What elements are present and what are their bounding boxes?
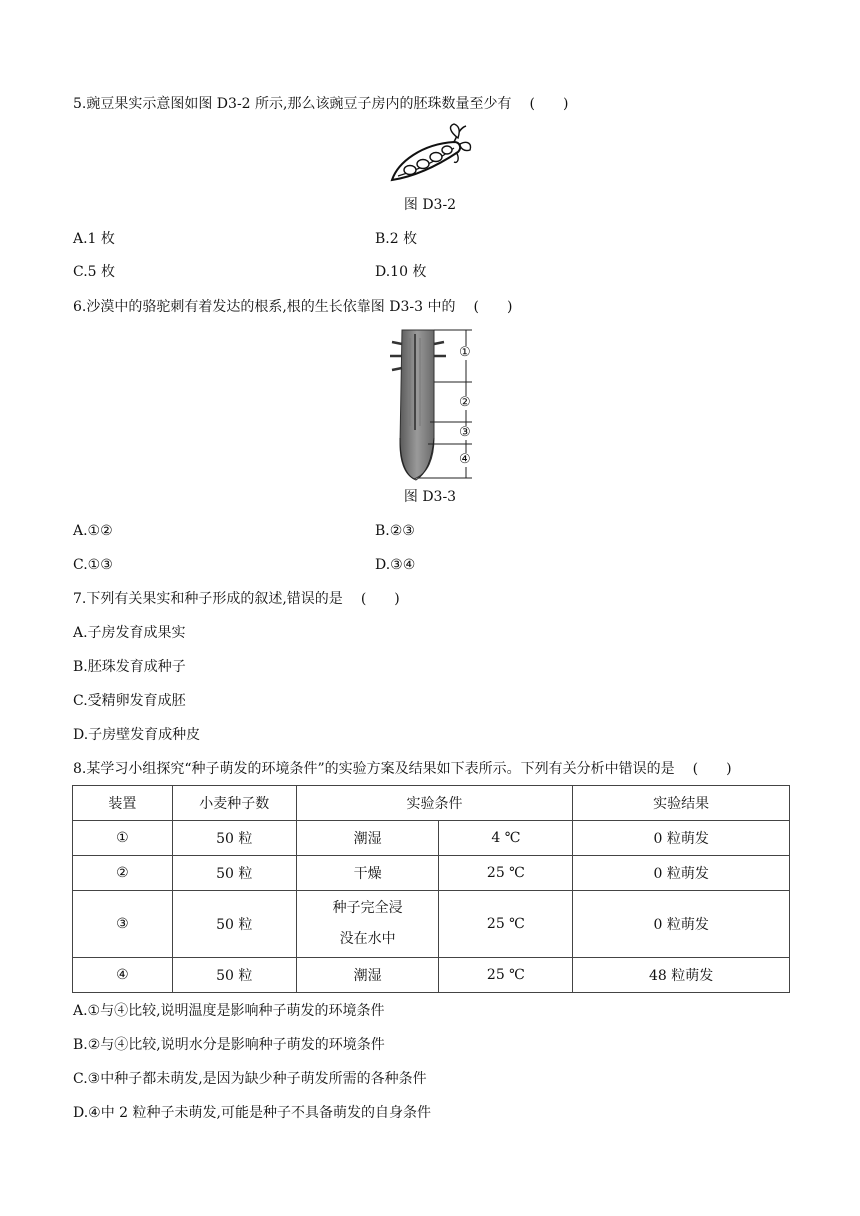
root-zone-label-2: ② <box>459 395 471 410</box>
table-cell: 0 粒萌发 <box>573 821 790 856</box>
q8-option-b: B.②与④比较,说明水分是影响种子萌发的环境条件 <box>73 1037 385 1053</box>
q6-option-b: B.②③ <box>375 523 415 539</box>
root-tip-figure <box>388 326 478 482</box>
table-cell: 48 粒萌发 <box>573 958 790 993</box>
table-row <box>73 891 790 958</box>
figure-d3-3-caption: 图 D3-3 <box>403 489 457 505</box>
table-cell-two-line <box>296 891 439 958</box>
table-row <box>73 821 790 856</box>
experiment-table <box>72 785 790 993</box>
q8-answer-paren: ( ) <box>692 761 732 777</box>
figure-d3-2-caption: 图 D3-2 <box>403 197 457 213</box>
q7-option-a: A.子房发育成果实 <box>73 625 186 641</box>
q7-option-b: B.胚珠发育成种子 <box>73 659 186 675</box>
table-cell: ④ <box>73 958 173 993</box>
table-cell: ③ <box>73 891 173 958</box>
table-header-row <box>73 786 790 821</box>
table-cell: ② <box>73 856 173 891</box>
q6-stem <box>73 298 512 316</box>
table-cell: 潮湿 <box>296 821 439 856</box>
q8-stem-text: 8.某学习小组探究“种子萌发的环境条件”的实验方案及结果如下表所示。下列有关分析中错误的是 <box>73 761 675 777</box>
table-cell: 25 ℃ <box>439 958 573 993</box>
root-zone-label-1: ① <box>459 345 471 360</box>
table-cell: 50 粒 <box>172 856 296 891</box>
table-cell: 25 ℃ <box>439 891 573 958</box>
q6-option-c: C.①③ <box>73 557 113 573</box>
header-result: 实验结果 <box>573 786 790 821</box>
q7-option-d: D.子房壁发育成种皮 <box>73 727 201 743</box>
cell-line-2: 没在水中 <box>339 931 396 947</box>
q6-answer-paren: ( ) <box>473 299 513 315</box>
q7-option-c: C.受精卵发育成胚 <box>73 693 186 709</box>
header-seed-count: 小麦种子数 <box>172 786 296 821</box>
table-cell: 0 粒萌发 <box>573 856 790 891</box>
cell-line-1: 种子完全浸 <box>332 900 403 916</box>
header-device: 装置 <box>73 786 173 821</box>
q8-option-c: C.③中种子都未萌发,是因为缺少种子萌发所需的各种条件 <box>73 1071 427 1087</box>
root-zone-label-4: ④ <box>459 452 471 467</box>
table-row <box>73 856 790 891</box>
q7-stem <box>73 590 400 608</box>
table-row <box>73 958 790 993</box>
table-cell: 0 粒萌发 <box>573 891 790 958</box>
q6-option-d: D.③④ <box>375 557 416 573</box>
q7-stem-text: 7.下列有关果实和种子形成的叙述,错误的是 <box>73 591 343 607</box>
table-cell: 干燥 <box>296 856 439 891</box>
table-cell: 4 ℃ <box>439 821 573 856</box>
q5-stem <box>73 95 568 113</box>
table-cell: ① <box>73 821 173 856</box>
q7-answer-paren: ( ) <box>360 591 400 607</box>
table-cell: 50 粒 <box>172 958 296 993</box>
pea-pod-figure <box>388 122 474 188</box>
q6-option-a: A.①② <box>73 523 113 539</box>
q5-option-a: A.1 枚 <box>73 231 115 247</box>
q5-stem-text: 5.豌豆果实示意图如图 D3-2 所示,那么该豌豆子房内的胚珠数量至少有 <box>73 96 512 112</box>
q5-option-c: C.5 枚 <box>73 264 116 280</box>
q6-stem-text: 6.沙漠中的骆驼刺有着发达的根系,根的生长依靠图 D3-3 中的 <box>73 299 456 315</box>
q8-option-d: D.④中 2 粒种子未萌发,可能是种子不具备萌发的自身条件 <box>73 1105 431 1121</box>
q5-option-d: D.10 枚 <box>375 264 427 280</box>
q8-option-a: A.①与④比较,说明温度是影响种子萌发的环境条件 <box>73 1003 385 1019</box>
table-cell: 50 粒 <box>172 891 296 958</box>
root-zone-label-3: ③ <box>459 425 471 440</box>
table-cell: 25 ℃ <box>439 856 573 891</box>
q8-stem <box>73 760 732 778</box>
table-cell: 50 粒 <box>172 821 296 856</box>
table-cell: 潮湿 <box>296 958 439 993</box>
q5-answer-paren: ( ) <box>529 96 569 112</box>
q5-option-b: B.2 枚 <box>375 231 418 247</box>
header-conditions: 实验条件 <box>296 786 573 821</box>
